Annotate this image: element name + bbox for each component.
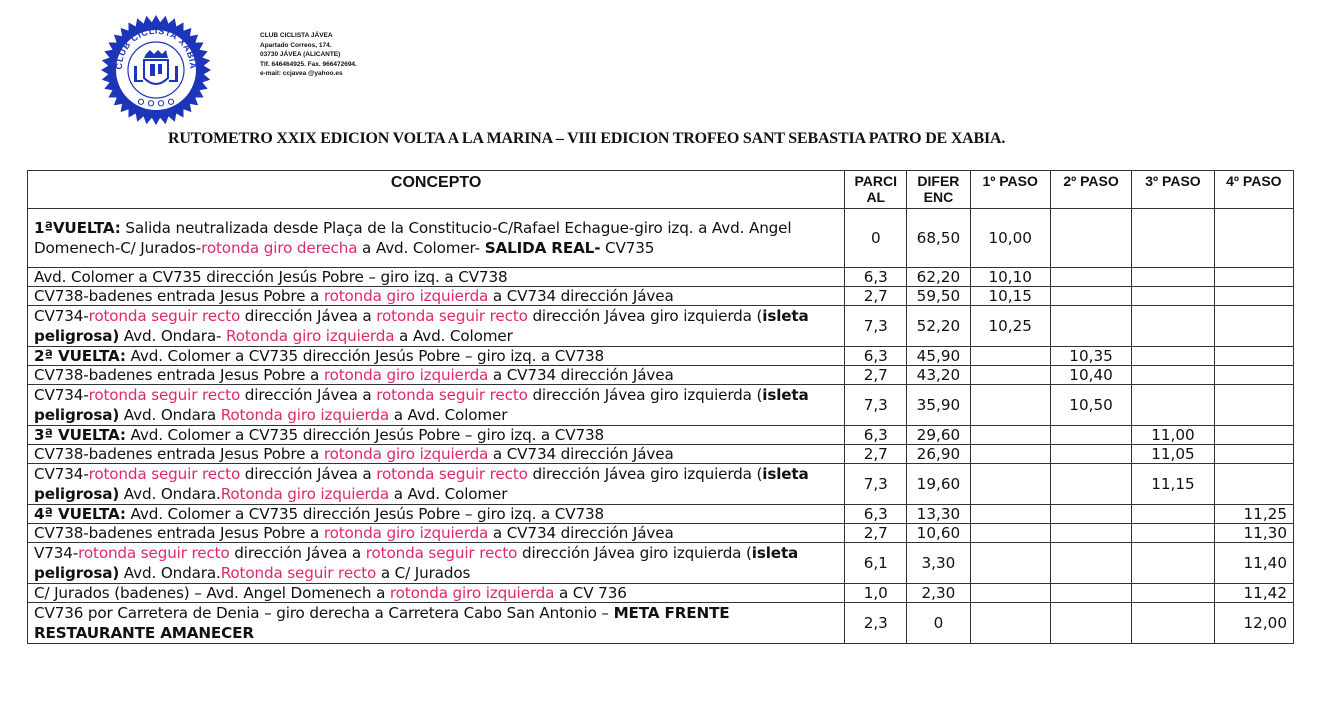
paso1-cell (970, 543, 1050, 584)
table-row (28, 306, 1294, 347)
parcial-cell: 2,7 (845, 445, 907, 464)
concepto-text: Avd. Colomer a CV735 dirección Jesús Pobre – giro izq. a CV738 (125, 346, 604, 365)
table-row (28, 366, 1294, 385)
paso4-cell (1214, 287, 1293, 306)
header-parcial-line1: PARCI (854, 173, 898, 189)
paso1-cell (970, 464, 1050, 505)
parcial-cell: 1,0 (845, 584, 907, 603)
paso4-cell (1214, 464, 1293, 505)
paso3-cell: 11,00 (1132, 426, 1214, 445)
instruction-highlight: Rotonda giro izquierda (220, 485, 390, 503)
paso4-cell (1214, 366, 1293, 385)
paso3-cell (1132, 543, 1214, 584)
parcial-cell: 6,3 (845, 268, 907, 287)
concepto-text: a Avd. Colomer (394, 327, 513, 345)
concepto-text: a CV 736 (554, 583, 627, 602)
paso2-cell (1050, 287, 1131, 306)
paso1-cell (970, 385, 1050, 426)
paso1-cell (970, 366, 1050, 385)
table-row (28, 347, 1294, 366)
paso3-cell (1132, 603, 1214, 644)
paso1-cell (970, 603, 1050, 644)
paso4-cell: 11,42 (1214, 584, 1293, 603)
paso3-cell: 11,15 (1132, 464, 1214, 505)
paso4-cell (1214, 445, 1293, 464)
concepto-cell (28, 426, 845, 445)
club-email: e-mail: ccjavea @yahoo.es (260, 70, 343, 77)
paso3-cell (1132, 366, 1214, 385)
parcial-cell: 2,7 (845, 366, 907, 385)
instruction-highlight: rotonda seguir recto (376, 386, 528, 404)
diferencia-cell: 0 (907, 603, 970, 644)
paso3-cell (1132, 306, 1214, 347)
club-ciclista-xabia-seal-icon (100, 12, 212, 130)
paso3-cell (1132, 209, 1214, 268)
table-row (28, 464, 1294, 505)
header-paso3: 3º PASO (1132, 171, 1214, 209)
paso1-cell (970, 505, 1050, 524)
concepto-text: dirección Jávea giro izquierda ( (527, 307, 763, 325)
concepto-cell (28, 209, 845, 268)
concepto-text: Avd. Ondara- (119, 327, 227, 345)
bold-label: 3ª VUELTA: (34, 425, 126, 444)
table-row (28, 209, 1294, 268)
paso2-cell (1050, 268, 1131, 287)
diferencia-cell: 52,20 (907, 306, 970, 347)
paso1-cell (970, 524, 1050, 543)
paso3-cell (1132, 385, 1214, 426)
table-header-row (28, 171, 1294, 209)
concepto-cell (28, 584, 845, 603)
table-row (28, 426, 1294, 445)
paso4-cell (1214, 347, 1293, 366)
paso4-cell: 11,25 (1214, 505, 1293, 524)
paso1-cell: 10,00 (970, 209, 1050, 268)
instruction-highlight: rotonda seguir recto (376, 465, 528, 483)
parcial-cell: 6,3 (845, 347, 907, 366)
concepto-cell (28, 505, 845, 524)
paso2-cell: 10,40 (1050, 366, 1131, 385)
concepto-text: dirección Jávea a (240, 386, 377, 404)
paso2-cell (1050, 426, 1131, 445)
concepto-cell (28, 385, 845, 426)
concepto-text: a Avd. Colomer- (357, 239, 485, 257)
instruction-highlight: rotonda giro izquierda (323, 286, 489, 305)
concepto-text: CV738-badenes entrada Jesus Pobre a (34, 444, 324, 463)
paso4-cell: 11,40 (1214, 543, 1293, 584)
route-table-body (28, 209, 1294, 644)
bold-label: 2ª VUELTA: (34, 346, 126, 365)
paso4-cell: 11,30 (1214, 524, 1293, 543)
parcial-cell: 7,3 (845, 464, 907, 505)
bold-label: SALIDA REAL- (484, 239, 601, 257)
bold-label: isleta peligrosa) (34, 307, 809, 345)
concepto-text: a CV734 dirección Jávea (488, 444, 674, 463)
concepto-text: Avd. Ondara. (119, 564, 221, 582)
concepto-text: CV736 por Carretera de Denia – giro derecha a Carretera Cabo San Antonio – (34, 604, 614, 622)
paso2-cell: 10,50 (1050, 385, 1131, 426)
table-row (28, 385, 1294, 426)
instruction-highlight: Rotonda seguir recto (220, 564, 377, 582)
concepto-cell (28, 268, 845, 287)
concepto-cell (28, 603, 845, 644)
table-row (28, 505, 1294, 524)
concepto-text: a Avd. Colomer (389, 485, 508, 503)
instruction-highlight: rotonda seguir recto (365, 544, 518, 562)
concepto-text: dirección Jávea a (240, 307, 377, 325)
header-diferencia-line1: DIFER (917, 173, 960, 189)
concepto-text: dirección Jávea giro izquierda ( (517, 544, 752, 562)
header-diferencia-line2: ENC (923, 189, 954, 205)
concepto-cell (28, 306, 845, 347)
diferencia-cell: 3,30 (907, 543, 970, 584)
paso1-cell: 10,25 (970, 306, 1050, 347)
diferencia-cell: 59,50 (907, 287, 970, 306)
table-row (28, 584, 1294, 603)
paso2-cell (1050, 524, 1131, 543)
paso2-cell (1050, 209, 1131, 268)
concepto-text: a Avd. Colomer (389, 406, 508, 424)
club-contact-info (260, 31, 357, 79)
parcial-cell: 0 (845, 209, 907, 268)
bold-label: META FRENTE RESTAURANTE AMANECER (34, 604, 730, 642)
instruction-highlight: rotonda seguir recto (376, 307, 528, 325)
paso2-cell (1050, 584, 1131, 603)
paso2-cell (1050, 306, 1131, 347)
instruction-highlight: rotonda seguir recto (88, 386, 241, 404)
diferencia-cell: 35,90 (907, 385, 970, 426)
table-row (28, 268, 1294, 287)
header-parcial-line2: AL (866, 189, 886, 205)
paso4-cell (1214, 385, 1293, 426)
logo-seal-svg (100, 12, 212, 130)
concepto-text: Avd. Colomer a CV735 dirección Jesús Pobre – giro izq. a CV738 (125, 504, 604, 523)
diferencia-cell: 26,90 (907, 445, 970, 464)
parcial-cell: 7,3 (845, 385, 907, 426)
diferencia-cell: 68,50 (907, 209, 970, 268)
instruction-highlight: rotonda giro izquierda (389, 583, 555, 602)
table-row (28, 524, 1294, 543)
club-phone-fax: Tlf. 646464925. Fax. 966472694. (260, 60, 357, 68)
paso1-cell: 10,15 (970, 287, 1050, 306)
club-name: CLUB CICLISTA JÁVEA (260, 32, 333, 39)
header-paso2: 2º PASO (1050, 171, 1131, 209)
instruction-highlight: rotonda giro izquierda (323, 444, 489, 463)
concepto-text: V734- (34, 544, 79, 562)
club-city: 03730 JÁVEA (ALICANTE) (260, 51, 341, 58)
concepto-text: CV734- (34, 386, 89, 404)
table-row (28, 445, 1294, 464)
paso2-cell (1050, 603, 1131, 644)
instruction-highlight: rotonda seguir recto (88, 465, 241, 483)
concepto-cell (28, 524, 845, 543)
concepto-text: CV735 (600, 239, 655, 257)
header-concepto: CONCEPTO (28, 171, 845, 209)
bold-label: isleta peligrosa) (34, 386, 809, 424)
bold-label: 4ª VUELTA: (34, 504, 126, 523)
paso2-cell (1050, 445, 1131, 464)
diferencia-cell: 19,60 (907, 464, 970, 505)
instruction-highlight: Rotonda giro izquierda (220, 406, 390, 424)
concepto-text: Avd. Ondara. (119, 485, 221, 503)
concepto-text: Avd. Colomer a CV735 dirección Jesús Pobre – giro izq. a CV738 (125, 425, 604, 444)
concepto-cell (28, 445, 845, 464)
concepto-text: a C/ Jurados (376, 564, 471, 582)
diferencia-cell: 43,20 (907, 366, 970, 385)
concepto-cell (28, 464, 845, 505)
concepto-text: Avd. Ondara (119, 406, 221, 424)
parcial-cell: 2,7 (845, 524, 907, 543)
paso2-cell: 10,35 (1050, 347, 1131, 366)
diferencia-cell: 62,20 (907, 268, 970, 287)
club-address: Apartado Correos, 174. (260, 41, 332, 49)
paso4-cell (1214, 426, 1293, 445)
instruction-highlight: rotonda seguir recto (78, 544, 230, 562)
paso3-cell (1132, 287, 1214, 306)
concepto-text: dirección Jávea giro izquierda ( (527, 386, 763, 404)
paso4-cell (1214, 268, 1293, 287)
instruction-highlight: rotonda giro izquierda (323, 365, 489, 384)
paso3-cell (1132, 584, 1214, 603)
header-parcial (845, 171, 907, 209)
parcial-cell: 6,1 (845, 543, 907, 584)
bold-label: isleta peligrosa) (34, 544, 799, 582)
parcial-cell: 6,3 (845, 426, 907, 445)
paso1-cell (970, 445, 1050, 464)
concepto-text: a CV734 dirección Jávea (488, 286, 674, 305)
concepto-text: CV738-badenes entrada Jesus Pobre a (34, 365, 324, 384)
instruction-highlight: Rotonda giro izquierda (226, 327, 395, 345)
instruction-highlight: rotonda giro derecha (201, 239, 358, 257)
paso2-cell (1050, 543, 1131, 584)
table-row (28, 287, 1294, 306)
concepto-text: CV738-badenes entrada Jesus Pobre a (34, 286, 324, 305)
paso1-cell (970, 584, 1050, 603)
instruction-highlight: rotonda seguir recto (88, 307, 241, 325)
concepto-text: CV734- (34, 465, 89, 483)
parcial-cell: 2,7 (845, 287, 907, 306)
diferencia-cell: 13,30 (907, 505, 970, 524)
concepto-cell (28, 543, 845, 584)
table-row (28, 543, 1294, 584)
paso3-cell (1132, 268, 1214, 287)
table-row (28, 603, 1294, 644)
paso4-cell (1214, 209, 1293, 268)
concepto-text: Avd. Colomer a CV735 dirección Jesús Pobre – giro izq. a CV738 (34, 267, 508, 286)
concepto-text: a CV734 dirección Jávea (488, 523, 674, 542)
paso4-cell: 12,00 (1214, 603, 1293, 644)
header-diferencia (907, 171, 970, 209)
parcial-cell: 7,3 (845, 306, 907, 347)
route-table (27, 170, 1294, 644)
paso1-cell: 10,10 (970, 268, 1050, 287)
concepto-cell (28, 347, 845, 366)
paso3-cell (1132, 505, 1214, 524)
diferencia-cell: 2,30 (907, 584, 970, 603)
parcial-cell: 6,3 (845, 505, 907, 524)
concepto-text: a CV734 dirección Jávea (488, 365, 674, 384)
paso2-cell (1050, 464, 1131, 505)
concepto-cell (28, 366, 845, 385)
diferencia-cell: 45,90 (907, 347, 970, 366)
bold-label: 1ªVUELTA: (34, 219, 121, 237)
paso1-cell (970, 426, 1050, 445)
diferencia-cell: 10,60 (907, 524, 970, 543)
header-paso4: 4º PASO (1214, 171, 1293, 209)
header-paso1: 1º PASO (970, 171, 1050, 209)
concepto-text: CV734- (34, 307, 89, 325)
paso3-cell (1132, 347, 1214, 366)
diferencia-cell: 29,60 (907, 426, 970, 445)
seal-ring-text: CLUB CICLISTA XABIA (113, 25, 199, 70)
concepto-cell (28, 287, 845, 306)
concepto-text: C/ Jurados (badenes) – Avd. Angel Domenech a (34, 583, 390, 602)
paso3-cell (1132, 524, 1214, 543)
concepto-text: Salida neutralizada desde Plaça de la Constitucio-C/Rafael Echague-giro izq. a Avd. Angel Domenech-C/ Jurados- (34, 219, 792, 257)
instruction-highlight: rotonda giro izquierda (323, 523, 489, 542)
bold-label: isleta peligrosa) (34, 465, 809, 503)
concepto-text: CV738-badenes entrada Jesus Pobre a (34, 523, 324, 542)
concepto-text: dirección Jávea a (240, 465, 377, 483)
paso2-cell (1050, 505, 1131, 524)
paso4-cell (1214, 306, 1293, 347)
paso3-cell: 11,05 (1132, 445, 1214, 464)
document-title: RUTOMETRO XXIX EDICION VOLTA A LA MARINA – VIII EDICION TROFEO SANT SEBASTIA PATRO DE XABIA. (168, 130, 1006, 147)
concepto-text: dirección Jávea a (229, 544, 366, 562)
concepto-text: dirección Jávea giro izquierda ( (527, 465, 763, 483)
paso1-cell (970, 347, 1050, 366)
parcial-cell: 2,3 (845, 603, 907, 644)
